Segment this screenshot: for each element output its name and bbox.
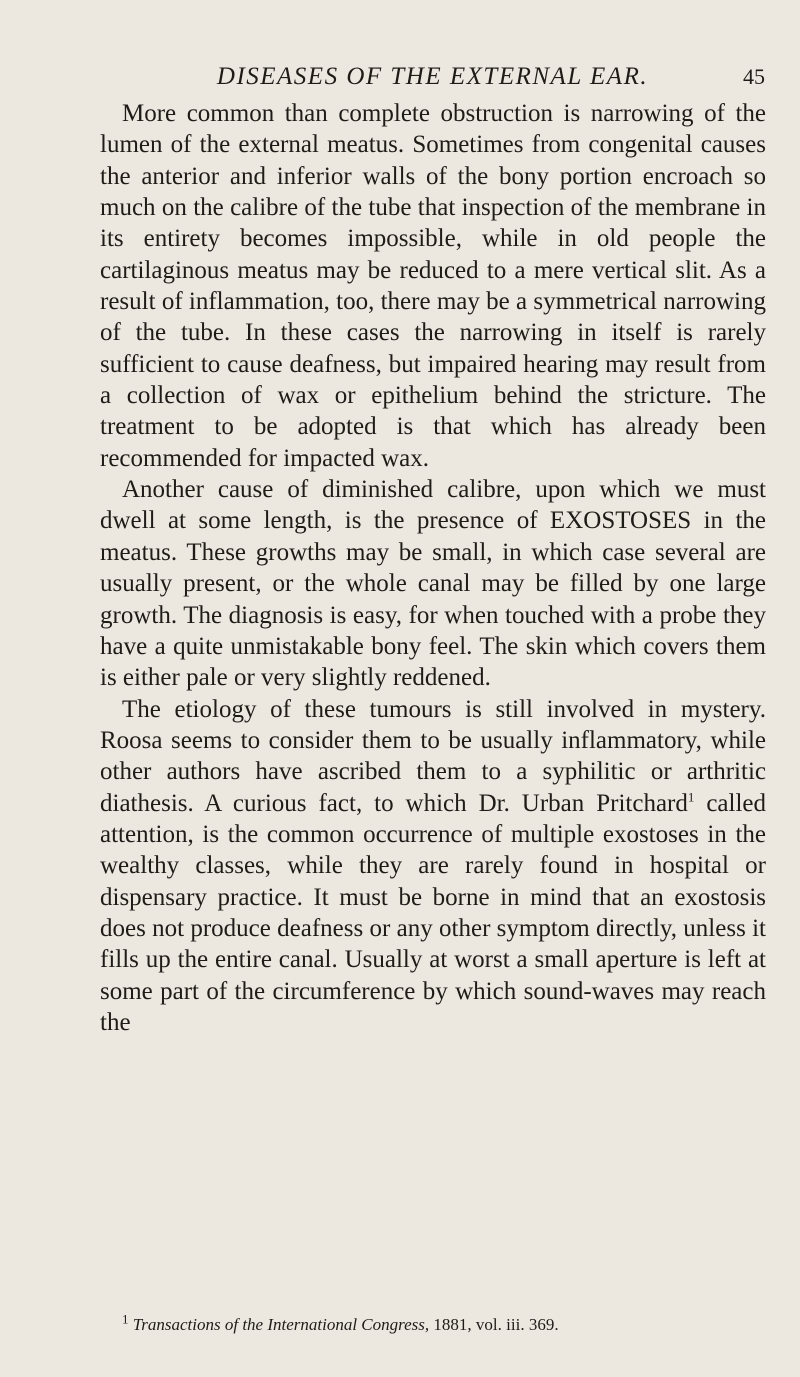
- paragraph-exostoses: Another cause of diminished calibre, upon which we must dwell at some length, is the presence of EXOSTOSES in the meatus. These growths may be small, in which case several are usually present, or the whole canal may be filled by one large growth. The diagnosis is easy, for when touched with a probe they have a quite unmistakable bony feel. The skin which covers them is either pale or very slightly reddened.: [100, 476, 766, 692]
- footnote: [100, 1311, 766, 1336]
- body-text: [100, 98, 766, 1038]
- paragraph-narrowing: More common than complete obstruction is narrowing of the lumen of the external meatus. Sometimes from congenital causes the anterior and inferior walls of the bony portion encroach so much on the calibre of the tube that inspection of the membrane in its entirety becomes impossible, while in old people the cartilaginous meatus may be reduced to a mere vertical slit. As a result of inflammation, too, there may be a symmetrical narrowing of the tube. In these cases the narrowing in itself is rarely sufficient to cause deafness, but impaired hearing may result from a collection of wax or epithelium behind the stricture. The treatment to be adopted is that which has already been recommended for impacted wax.: [100, 100, 766, 472]
- etiology-text-after-ref: called attention, is the common occurrence of multiple exostoses in the wealthy classes, while they are rarely found in hospital or dispensary practice. It must be borne in mind that an exostosis does not produce deafness or any other symptom directly, unless it fills up the entire canal. Usually at worst a small aperture is left at some part of the circumference by which sound-waves may reach the: [100, 789, 767, 1036]
- running-title: DISEASES OF THE EXTERNAL EAR.: [216, 63, 649, 90]
- footnote-details: 1881, vol. iii. 369.: [433, 1315, 559, 1334]
- running-head: [100, 62, 765, 92]
- footnote-ref-mark: 1: [687, 789, 695, 805]
- paragraph-etiology: [100, 694, 766, 1039]
- footnote-source: Transactions of the International Congress,: [132, 1315, 430, 1334]
- page-number: 45: [743, 64, 765, 89]
- footnote-mark: 1: [122, 1311, 129, 1327]
- etiology-text-before-ref: The etiology of these tumours is still involved in mystery. Roosa seems to consider them to be usually inflammatory, while other authors have ascribed them to a syphilitic or arthritic diathesis. A curious fact, to which Dr. Urban Pritchard: [100, 695, 766, 817]
